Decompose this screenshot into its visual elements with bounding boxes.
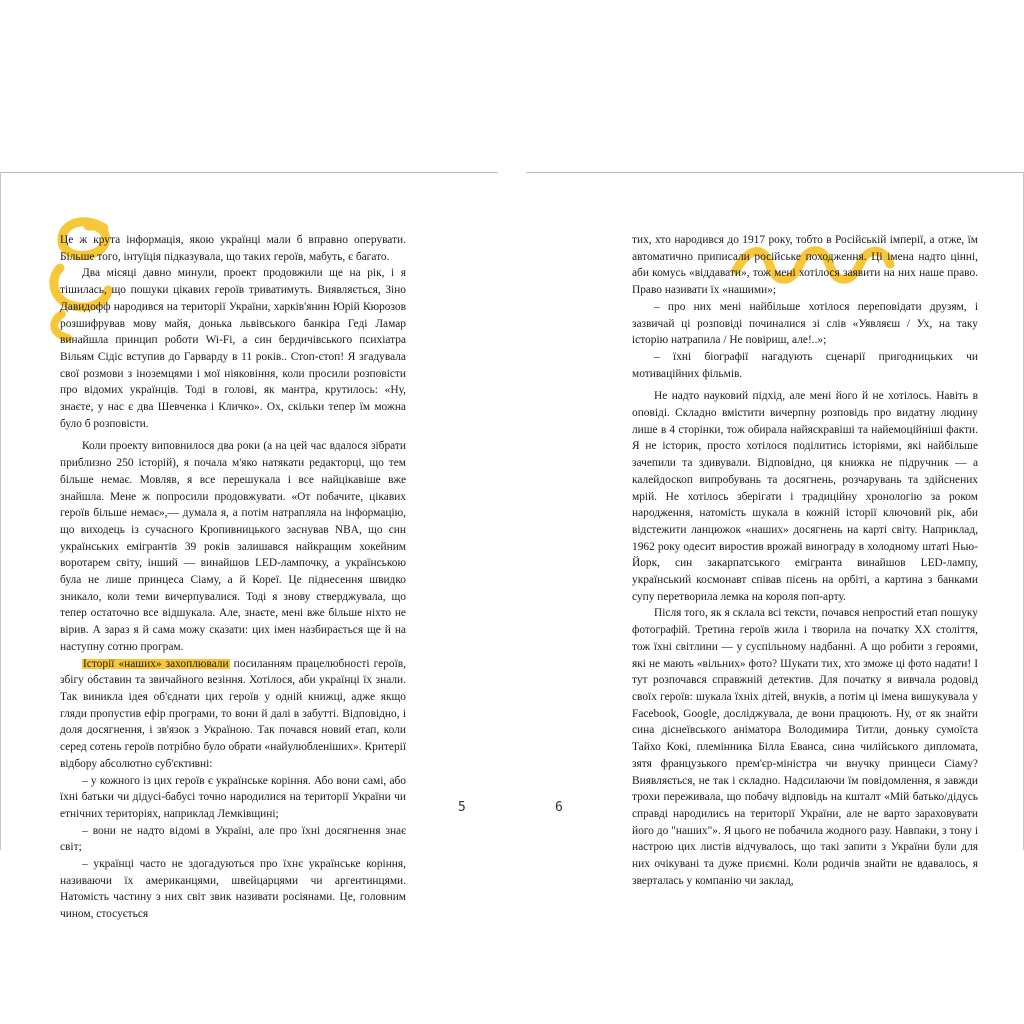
right-page-top-edge (526, 172, 1024, 173)
right-page-text (632, 232, 978, 889)
left-paragraph-4 (60, 656, 406, 773)
right-paragraph-2: Не надто науковий підхід, але мені його й не хотілось. Навіть в оповіді. Складно вмістити вичерпну розповідь про видатну людину лише в 4 сторінки, тож обирала найяскравіші та найемоційніші факти. Я не історик, просто хотілося поділитись історіями, які найбільше зачепили та здивували. Відповідно, ця книжка не підручник — а калейдоскоп випробувань та досягнень, розчарувань та здійснених мрій. Не хотілось зберігати і традиційну хронологію за роком народження, натомість шукала в кожній історії ключовий рік, аби відстежити ланцюжок «наших» досягнень на карті світу. Наприклад, 1962 року одесит виростив врожай винограду в холодному штаті Нью-Йорк, син закарпатського емігранта винайшов LED-лампу, український космонавт співав пісень на орбіті, а картина з банками супу перетворила лемка на короля поп-арту. (632, 390, 978, 603)
right-page-number: 6 (555, 800, 563, 815)
left-page-outer-edge (0, 172, 1, 850)
left-page-number: 5 (458, 800, 466, 815)
left-paragraph-2: Два місяці давно минули, проект продовжили ще на рік, і я тішилась, що пошуки цікавих героїв триватимуть. Виявляється, Зіно Давидофф народився на території України, харків'янин Юрій Кюрозов розшифрував мову майя, донька львівського банкіра Геді Ламар винайшла принцип роботи Wi-Fi, а син бердичівського психіатра Вільям Сідіс вступив до Гарварду в 11 років.. Стоп-стоп! Я згадувала свої розмови з іноземцями і мої ніяковіння, коли просили розповісти про відомих українців. Тоді в голові, як мантра, крутилось: «Ну, знаєте, у нас є два Шевченка і Кличко». Ох, скільки тепер їм можна було б розповісти. (60, 267, 406, 430)
left-page-top-edge (0, 172, 498, 173)
right-list-item-1: – про них мені найбільше хотілося переповідати друзям, і зазвичай ці розповіді починалися зі слів «Уявляєш / Ух, на таку історію натрапила / Не повіриш, але!..»; (632, 300, 978, 347)
left-list-item-3: – українці часто не здогадуються про їхнє українське коріння, називаючи їх американцями, швейцарцями чи аргентинцями. Натомість частину з них світ звик називати росіянами. Це, головним чином, стосується (60, 858, 406, 921)
right-list-item-2: – їхні біографії нагадують сценарії пригодницьких чи мотиваційних фільмів. (632, 350, 978, 380)
right-paragraph-1: тих, хто народився до 1917 року, тобто в Російській імперії, а отже, їм автоматично приписали російське походження. Ці імена надто цінні, аби комусь «віддавати», тож мені хотілося заявити на них наше право. Право називати їх «нашими»; (632, 234, 978, 297)
left-list-item-1: – у кожного із цих героїв є українське коріння. Або вони самі, або їхні батьки чи дідусі-бабусі точно народилися на території України чи етнічних територіях, наприклад Лемківщині; (60, 774, 406, 820)
left-paragraph-1: Це ж крута інформація, якою українці мали б вправно оперувати. Більше того, інтуїція підказувала, що таких героїв, мабуть, є багато. (60, 234, 406, 263)
left-paragraph-3: Коли проекту виповнилося два роки (а на цей час вдалося зібрати приблизно 250 історій), я почала м'яко натякати редакторці, що тем більше немає. Мовляв, я все перешукала і все найцікавіше вже знайшла. Мене ж попросили продовжувати. «От побачите, цікавих героїв більше немає»,— думала я, а потім натрапляла на інформацію, що виходець із сучасного Кропивницького заснував NBA, що син українських емігрантів 39 років залишався найкращим хокейним воротарем світу, інший — винайшов LED-лампочку, а українською була не лише принцеса Сіаму, а й Кореї. Це піднесення швидко зникало, коли теми вичерпувалися. Тоді я знову стверджувала, що тепер остаточно все відшукала. Але, знаєте, мені вже більше ніхто не вірив. А зараз я й сама можу сказати: цих імен назбирається ще й на наступну сотню програм. (60, 440, 406, 653)
right-paragraph-3: Після того, як я склала всі тексти, почався непростий етап пошуку фотографій. Третина героїв жила і творила на початку XX століття, тож їхні світлини — у суспільному надбанні. А що робити з героями, які не мають «вільних» фото? Шукати тих, хто зможе ці фото надати! І тут розпочався справжній детектив. Для початку я вивчала родовід своїх героїв: шукала їхніх дітей, внуків, а потім ці імена вишукувала у Facebook, Google, досліджувала, де вони працюють. Ну, от як знайти сина діснеївського аніматора Володимира Титли, доньку сумоїста Тайхо Кокі, племінника Білла Еванса, сина чилійського дипломата, зятя французького прем'єр-міністра чи внучку принцеси Сіаму? Виявляється, не так і складно. Надсилаючи їм повідомлення, я завжди трохи переживала, що побачу відповідь на кшталт «Мій батько/дідусь справді народились на території України, але не варто зараховувати його до "наших"». Я цього не побачила жодного разу. Навпаки, з тону і настрою цих листів відчувалось, що такі запити з України були для них очікувані та дуже приємні. Коли родичів знайти не вдавалось, я зверталась у компанію чи заклад, (632, 607, 978, 887)
left-page-text (60, 232, 406, 923)
highlighted-phrase: Історії «наших» захоплювали (83, 657, 229, 670)
left-paragraph-4-rest: посиланням працелюбності героїв, збігу обставин та звичайного везіння. Хотілося, аби українці їх знали. Так виникла ідея об'єднати цих героїв у одній книжці, адже якщо гляди пропустив ефір програми, то вони й далі в забутті. Відповідно, і доля досягнення, і зв'язок з Україною. Так почався новий етап, коли серед сотень героїв потрібно було обрати «найулюбленіших». Критерії відбору абсолютно суб'єктивні: (60, 657, 406, 770)
left-list-item-2: – вони не надто відомі в Україні, але про їхні досягнення знає світ; (60, 824, 406, 854)
